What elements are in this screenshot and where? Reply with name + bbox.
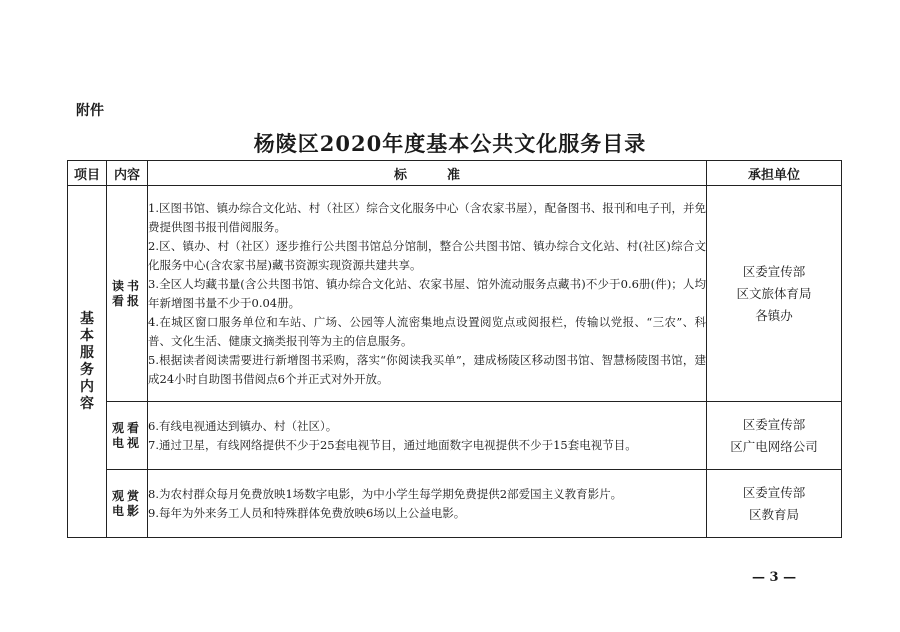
unit-name: 各镇办: [755, 307, 793, 323]
header-standard: 标准: [148, 161, 707, 186]
content-reading: 读书看报: [112, 278, 143, 308]
header-unit: 承担单位: [707, 161, 842, 186]
header-project: 项目: [68, 161, 107, 186]
page-number: — 3 —: [752, 570, 797, 585]
unit-name: 区广电网络公司: [730, 438, 818, 454]
page-title: 杨陵区2020年度基本公共文化服务目录: [253, 131, 647, 156]
standard-item: 7.通过卫星，有线网络提供不少于25套电视节目，通过地面数字电视提供不少于15套电视节目。: [148, 437, 637, 452]
content-movie: 观赏电影: [112, 488, 143, 518]
table-header-row: [68, 161, 842, 186]
unit-name: 区委宣传部: [742, 416, 806, 432]
standard-item: 6.有线电视通达到镇办、村（社区）。: [148, 418, 338, 433]
project-name: 基本服务内容: [80, 310, 94, 412]
standard-item: 4.在城区窗口服务单位和车站、广场、公园等人流密集地点设置阅览点或阅报栏，传输以党报、“三农”、科普、文化生活、健康文摘类报刊等为主的信息服务。: [148, 314, 706, 348]
standard-item: 2.区、镇办、村（社区）逐步推行公共图书馆总分馆制，整合公共图书馆、镇办综合文化站、村(社区)综合文化服务中心(含农家书屋)藏书资源实现资源共建共享。: [148, 238, 706, 272]
standard-item: 9.每年为外来务工人员和特殊群体免费放映6场以上公益电影。: [148, 505, 466, 520]
content-cell: [107, 470, 148, 538]
unit-name: 区文旅体育局: [736, 285, 812, 301]
unit-cell: [707, 402, 842, 470]
standard-cell: [148, 186, 707, 402]
unit-name: 区委宣传部: [742, 263, 806, 279]
content-tv: 观看电视: [112, 420, 143, 450]
project-cell: [68, 186, 107, 538]
unit-cell: [707, 186, 842, 402]
annex-label: 附件: [76, 103, 104, 119]
table-row: [68, 402, 842, 470]
content-cell: [107, 186, 148, 402]
standard-item: 1.区图书馆、镇办综合文化站、村（社区）综合文化服务中心（含农家书屋），配备图书、报刊和电子刊，并免费提供图书报刊借阅服务。: [148, 200, 706, 234]
standard-item: 5.根据读者阅读需要进行新增图书采购，落实“你阅读我买单”，建成杨陵区移动图书馆、智慧杨陵图书馆，建成24小时自助图书借阅点6个并正式对外开放。: [148, 352, 706, 386]
unit-name: 区教育局: [748, 506, 799, 522]
table-row: [68, 470, 842, 538]
content-cell: [107, 402, 148, 470]
unit-cell: [707, 470, 842, 538]
unit-name: 区委宣传部: [742, 484, 806, 500]
standard-cell: [148, 470, 707, 538]
standard-item: 3.全区人均藏书量(含公共图书馆、镇办综合文化站、农家书屋、馆外流动服务点藏书)不少于0.6册(件)；人均年新增图书量不少于0.04册。: [148, 276, 706, 310]
header-content: 内容: [107, 161, 148, 186]
service-catalog-table: [67, 160, 842, 538]
standard-cell: [148, 402, 707, 470]
table-row: [68, 186, 842, 402]
standard-item: 8.为农村群众每月免费放映1场数字电影，为中小学生每学期免费提供2部爱国主义教育影片。: [148, 486, 623, 501]
